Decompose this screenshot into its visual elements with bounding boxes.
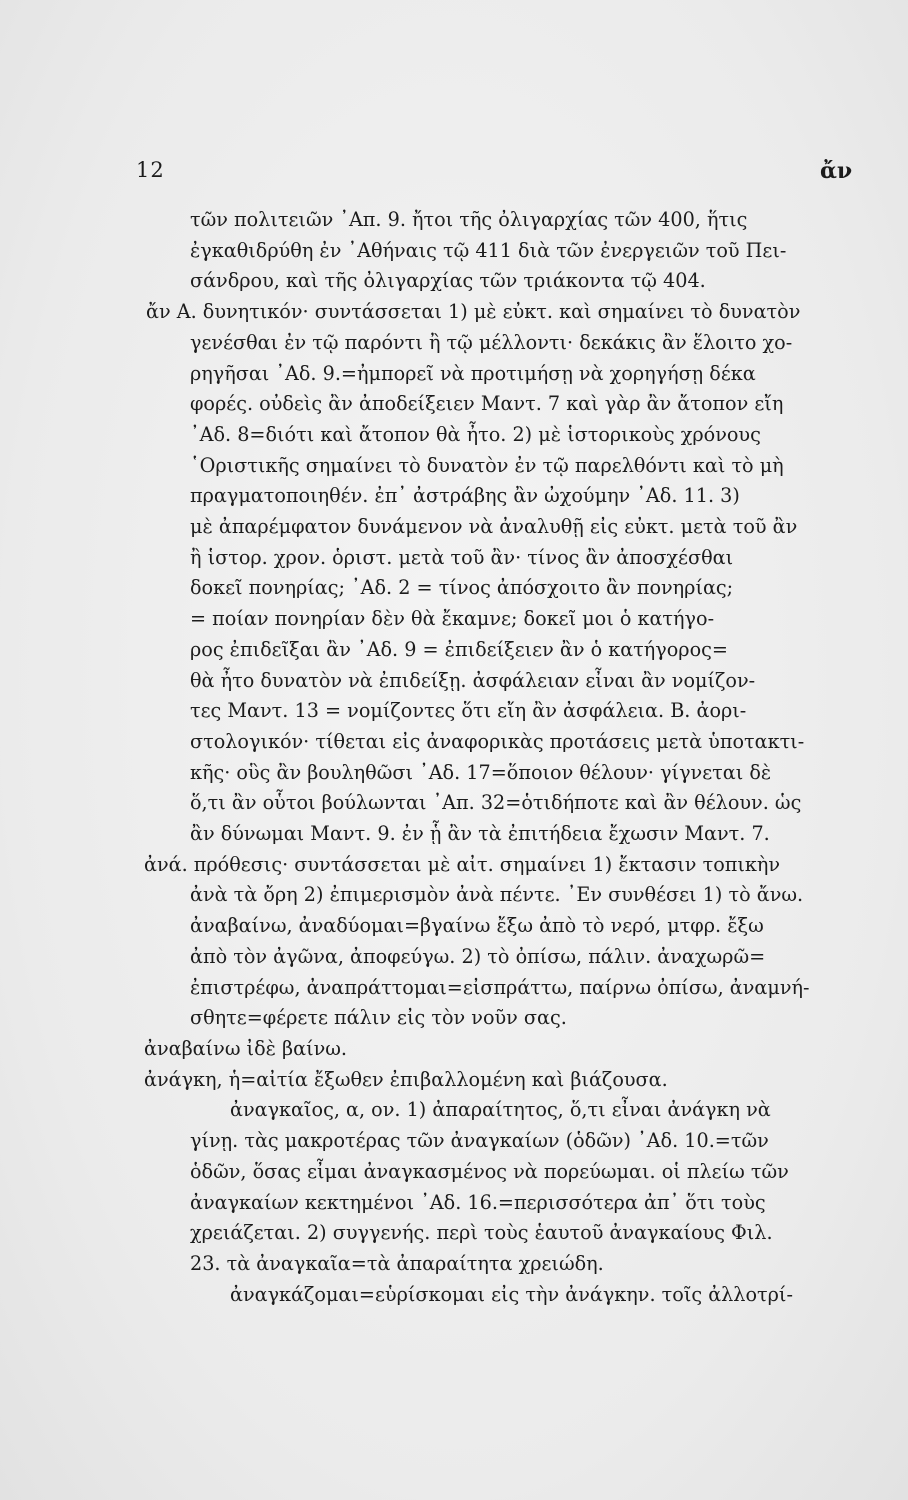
text-line: δοκεῖ πονηρίας; ᾿Αδ. 2 = τίνος ἀπόσχοιτο ἂν πονηρίας; <box>190 576 734 600</box>
text-line: ἐπιστρέφω, ἀναπράττομαι=εἰσπράττω, παίρνω ὀπίσω, ἀναμνή- <box>190 975 810 999</box>
text-line: μὲ ἀπαρέμφατον δυνάμενον νὰ ἀναλυθῇ εἰς εὐκτ. μετὰ τοῦ ἂν <box>190 515 798 539</box>
text-line: σθητε=φέρετε πάλιν εἰς τὸν νοῦν σας. <box>190 1006 567 1030</box>
entry-line-anabaino: ἀναβαίνω ἰδὲ βαίνω. <box>144 1036 348 1060</box>
text-line: κῆς· οὓς ἂν βουληθῶσι ᾿Αδ. 17=ὅποιον θέλουν· γίγνεται δὲ <box>190 760 772 784</box>
text-line: ὅ,τι ἂν οὗτοι βούλωνται ᾿Απ. 32=ὁτιδήποτε καὶ ἂν θέλουν. ὡς <box>190 791 802 815</box>
text-line: ἀναβαίνω, ἀναδύομαι=βγαίνω ἔξω ἀπὸ τὸ νερό, μτφρ. ἔξω <box>190 914 764 938</box>
page-number: 12 <box>136 158 165 182</box>
text-line: τῶν πολιτειῶν ᾿Απ. 9. ἤτοι τῆς ὀλιγαρχίας τῶν 400, ἥτις <box>190 208 748 231</box>
text-line: ἀνὰ τὰ ὄρη 2) ἐπιμερισμὸν ἀνὰ πέντε. ᾿Εν συνθέσει 1) τὸ ἄνω. <box>190 883 804 907</box>
text-line: ᾿Αδ. 8=διότι καὶ ἄτοπον θὰ ἦτο. 2) μὲ ἱστορικοὺς χρόνους <box>190 422 761 446</box>
text-line: ρηγῆσαι ᾿Αδ. 9.=ἠμπορεῖ νὰ προτιμήσῃ νὰ χορηγήσῃ δέκα <box>190 361 756 385</box>
text-line: χρειάζεται. 2) συγγενής. περὶ τοὺς ἑαυτοῦ ἀναγκαίους Φιλ. <box>190 1221 773 1245</box>
text-line: ῾Οριστικῆς σημαίνει τὸ δυνατὸν ἐν τῷ παρελθόντι καὶ τὸ μὴ <box>190 453 784 477</box>
text-line: πραγματοποιηθέν. ἐπ᾿ ἀστράβης ἂν ὠχούμην ᾿Αδ. 11. 3) <box>190 484 740 508</box>
text-line: γενέσθαι ἐν τῷ παρόντι ἢ τῷ μέλλοντι· δεκάκις ἂν ἕλοιτο χο- <box>190 330 793 354</box>
text-line: θὰ ἦτο δυνατὸν νὰ ἐπιδείξῃ. ἀσφάλειαν εἶναι ἂν νομίζον- <box>190 668 756 692</box>
entry-line-an: ἄν A. δυνητικόν· συντάσσεται 1) μὲ εὐκτ. καὶ σημαίνει τὸ δυνατὸν <box>146 300 801 324</box>
text-line: ὁδῶν, ὅσας εἶμαι ἀναγκασμένος νὰ πορεύωμαι. οἱ πλείω τῶν <box>190 1159 789 1183</box>
running-head: ἄν <box>820 158 853 184</box>
entry-line-anagki: ἀνάγκη, ἡ=αἰτία ἔξωθεν ἐπιβαλλομένη καὶ βιάζουσα. <box>144 1067 668 1091</box>
dictionary-body <box>144 205 870 1310</box>
text-line: τες Μαντ. 13 = νομίζοντες ὅτι εἴη ἂν ἀσφάλεια. B. ἀορι- <box>190 699 747 723</box>
entry-line-anagkazomai: ἀναγκάζομαι=εὑρίσκομαι εἰς τὴν ἀνάγκην. τοῖς ἀλλοτρί- <box>230 1282 793 1306</box>
text-line: ρος ἐπιδεῖξαι ἂν ᾿Αδ. 9 = ἐπιδείξειεν ἂν ὁ κατήγορος= <box>190 637 728 661</box>
text-line: ἀπὸ τὸν ἀγῶνα, ἀποφεύγω. 2) τὸ ὀπίσω, πάλιν. ἀναχωρῶ= <box>190 944 766 968</box>
text-line: στολογικόν· τίθεται εἰς ἀναφορικὰς προτάσεις μετὰ ὑποτακτι- <box>190 729 805 753</box>
text-line: γίνῃ. τὰς μακροτέρας τῶν ἀναγκαίων (ὁδῶν) ᾿Αδ. 10.=τῶν <box>190 1129 769 1153</box>
text-line: ἐγκαθιδρύθη ἐν ᾿Αθήναις τῷ 411 διὰ τῶν ἐνεργειῶν τοῦ Πει- <box>190 238 787 262</box>
text-line: = ποίαν πονηρίαν δὲν θὰ ἔκαμνε; δοκεῖ μοι ὁ κατήγο- <box>190 607 715 631</box>
entry-line-ana: ἀνά. πρόθεσις· συντάσσεται μὲ αἰτ. σημαίνει 1) ἔκτασιν τοπικὴν <box>144 852 781 876</box>
text-line: ἀναγκαίων κεκτημένοι ᾿Αδ. 16.=περισσότερα ἀπ᾿ ὅτι τοὺς <box>190 1190 766 1214</box>
text-line: φορές. οὐδεὶς ἂν ἀποδείξειεν Μαντ. 7 καὶ γὰρ ἂν ἄτοπον εἴη <box>190 392 784 416</box>
text-line: σάνδρου, καὶ τῆς ὀλιγαρχίας τῶν τριάκοντα τῷ 404. <box>190 269 706 293</box>
text-line: 23. τὰ ἀναγκαῖα=τὰ ἀπαραίτητα χρειώδη. <box>190 1251 604 1275</box>
text-line: ἂν δύνωμαι Μαντ. 9. ἐν ᾗ ἂν τὰ ἐπιτήδεια ἔχωσιν Μαντ. 7. <box>190 822 770 846</box>
entry-line-anagkaios: ἀναγκαῖος, α, ον. 1) ἀπαραίτητος, ὅ,τι εἶναι ἀνάγκη νὰ <box>230 1098 771 1122</box>
text-line: ἢ ἱστορ. χρον. ὁριστ. μετὰ τοῦ ἂν· τίνος ἂν ἀποσχέσθαι <box>190 545 734 569</box>
